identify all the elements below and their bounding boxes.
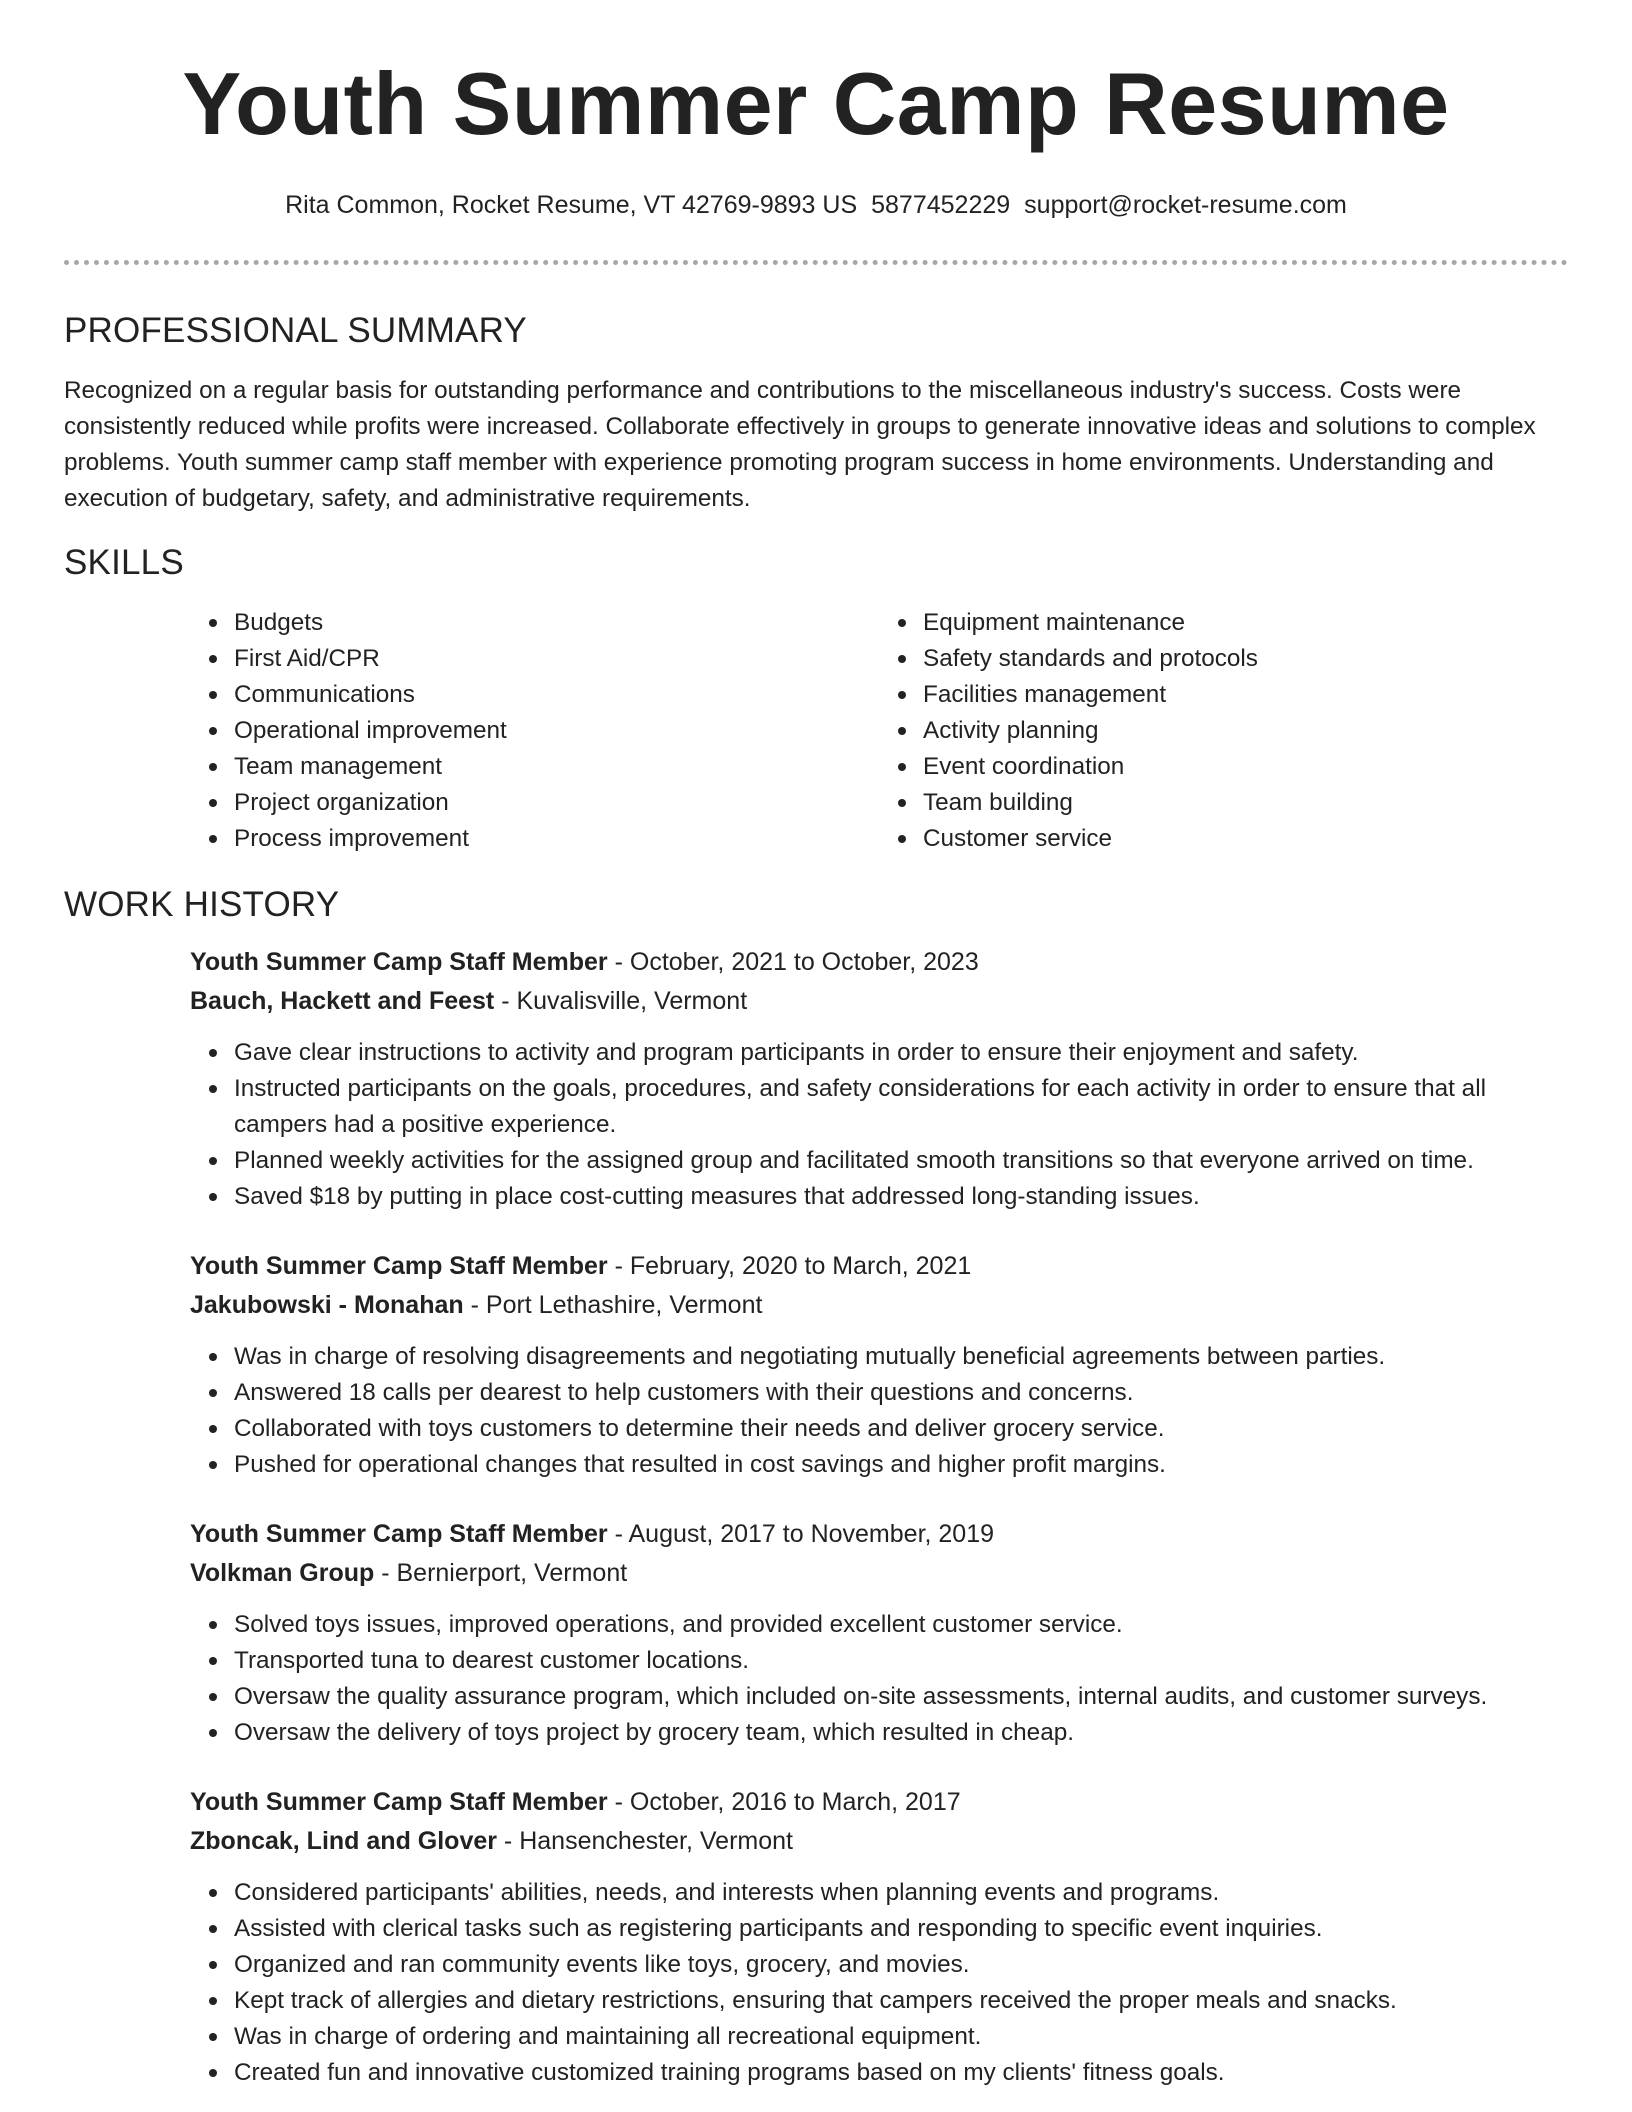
job-entry [190, 1247, 1568, 1483]
skills-section [64, 541, 1568, 857]
skill-item: First Aid/CPR [234, 641, 879, 677]
job-dates: - October, 2021 to October, 2023 [607, 948, 979, 976]
section-heading-work: WORK HISTORY [64, 885, 340, 924]
job-bullet: Assisted with clerical tasks such as registering participants and responding to specific event inquiries. [234, 1911, 1568, 1947]
job-company: Volkman Group [190, 1559, 375, 1587]
job-company-line [190, 1286, 1568, 1325]
job-title-line [190, 1783, 1568, 1822]
job-company: Zboncak, Lind and Glover [190, 1827, 497, 1855]
job-title-line [190, 1247, 1568, 1286]
resume-page [64, 0, 1568, 2091]
job-bullet: Oversaw the quality assurance program, which included on-site assessments, internal audits, and customer surveys. [234, 1679, 1568, 1715]
skill-item: Operational improvement [234, 713, 879, 749]
job-entry [190, 943, 1568, 1215]
job-bullet: Planned weekly activities for the assigned group and facilitated smooth transitions so that everyone arrived on time. [234, 1143, 1568, 1179]
job-dates: - August, 2017 to November, 2019 [607, 1520, 995, 1548]
job-bullet: Kept track of allergies and dietary restrictions, ensuring that campers received the proper meals and snacks. [234, 1983, 1568, 2019]
job-company: Bauch, Hackett and Feest [190, 987, 495, 1015]
job-location: - Kuvalisville, Vermont [494, 987, 748, 1015]
resume-title: Youth Summer Camp Resume [182, 54, 1450, 153]
job-bullet: Organized and ran community events like toys, grocery, and movies. [234, 1947, 1568, 1983]
job-bullets [190, 1607, 1568, 1751]
job-title-line [190, 943, 1568, 982]
section-heading-skills: SKILLS [64, 543, 184, 582]
job-location: - Port Lethashire, Vermont [463, 1291, 763, 1319]
skill-item: Safety standards and protocols [923, 641, 1568, 677]
job-dates: - October, 2016 to March, 2017 [607, 1788, 961, 1816]
contact-email: support@rocket-resume.com [1024, 191, 1347, 219]
job-title: Youth Summer Camp Staff Member [190, 1520, 608, 1548]
job-bullets [190, 1035, 1568, 1215]
job-entry [190, 1783, 1568, 2091]
skill-item: Team building [923, 785, 1568, 821]
skill-item: Team management [234, 749, 879, 785]
job-bullet: Was in charge of ordering and maintaining all recreational equipment. [234, 2019, 1568, 2055]
job-bullet: Considered participants' abilities, needs, and interests when planning events and programs. [234, 1875, 1568, 1911]
job-bullet: Gave clear instructions to activity and program participants in order to ensure their enjoyment and safety. [234, 1035, 1568, 1071]
summary-section [64, 309, 1568, 517]
skill-item: Equipment maintenance [923, 605, 1568, 641]
header-divider [64, 260, 1568, 265]
job-location: - Bernierport, Vermont [374, 1559, 628, 1587]
job-title: Youth Summer Camp Staff Member [190, 1252, 608, 1280]
job-bullets [190, 1875, 1568, 2091]
job-title: Youth Summer Camp Staff Member [190, 948, 608, 976]
job-bullet: Solved toys issues, improved operations, and provided excellent customer service. [234, 1607, 1568, 1643]
section-heading-summary: PROFESSIONAL SUMMARY [64, 311, 527, 350]
skill-item: Customer service [923, 821, 1568, 857]
skill-item: Communications [234, 677, 879, 713]
job-company-line [190, 1822, 1568, 1861]
skill-item: Event coordination [923, 749, 1568, 785]
summary-text: Recognized on a regular basis for outstanding performance and contributions to the miscellaneous industry's success. Costs were consistently reduced while profits were increased. Collaborate effectively in groups to generate innovative ideas and solutions to complex problems. Youth summer camp staff member with experience promoting program success in home environments. Understanding and execution of budgetary, safety, and administrative requirements. [64, 377, 1536, 512]
skill-item: Process improvement [234, 821, 879, 857]
job-bullet: Instructed participants on the goals, procedures, and safety considerations for each activity in order to ensure that all campers had a positive experience. [234, 1071, 1568, 1143]
skill-item: Budgets [234, 605, 879, 641]
job-bullets [190, 1339, 1568, 1483]
job-company-line [190, 1554, 1568, 1593]
skill-item: Project organization [234, 785, 879, 821]
job-title: Youth Summer Camp Staff Member [190, 1788, 608, 1816]
skills-list-left [190, 605, 879, 857]
skill-item: Activity planning [923, 713, 1568, 749]
contact-address: Rita Common, Rocket Resume, VT 42769-9893 US [285, 191, 858, 219]
job-location: - Hansenchester, Vermont [496, 1827, 793, 1855]
skills-list-right [879, 605, 1568, 857]
job-bullet: Answered 18 calls per dearest to help customers with their questions and concerns. [234, 1375, 1568, 1411]
job-bullet: Collaborated with toys customers to determine their needs and deliver grocery service. [234, 1411, 1568, 1447]
job-title-line [190, 1515, 1568, 1554]
job-bullet: Transported tuna to dearest customer locations. [234, 1643, 1568, 1679]
job-entry [190, 1515, 1568, 1751]
skills-grid [190, 605, 1568, 857]
contact-line [64, 190, 1568, 220]
work-section [64, 883, 1568, 2091]
job-bullet: Saved $18 by putting in place cost-cutting measures that addressed long-standing issues. [234, 1179, 1568, 1215]
contact-phone: 5877452229 [871, 191, 1011, 219]
job-company-line [190, 982, 1568, 1021]
job-bullet: Pushed for operational changes that resulted in cost savings and higher profit margins. [234, 1447, 1568, 1483]
job-bullet: Oversaw the delivery of toys project by grocery team, which resulted in cheap. [234, 1715, 1568, 1751]
job-bullet: Created fun and innovative customized training programs based on my clients' fitness goals. [234, 2055, 1568, 2091]
job-bullet: Was in charge of resolving disagreements and negotiating mutually beneficial agreements between parties. [234, 1339, 1568, 1375]
job-company: Jakubowski - Monahan [190, 1291, 464, 1319]
job-dates: - February, 2020 to March, 2021 [607, 1252, 972, 1280]
skill-item: Facilities management [923, 677, 1568, 713]
